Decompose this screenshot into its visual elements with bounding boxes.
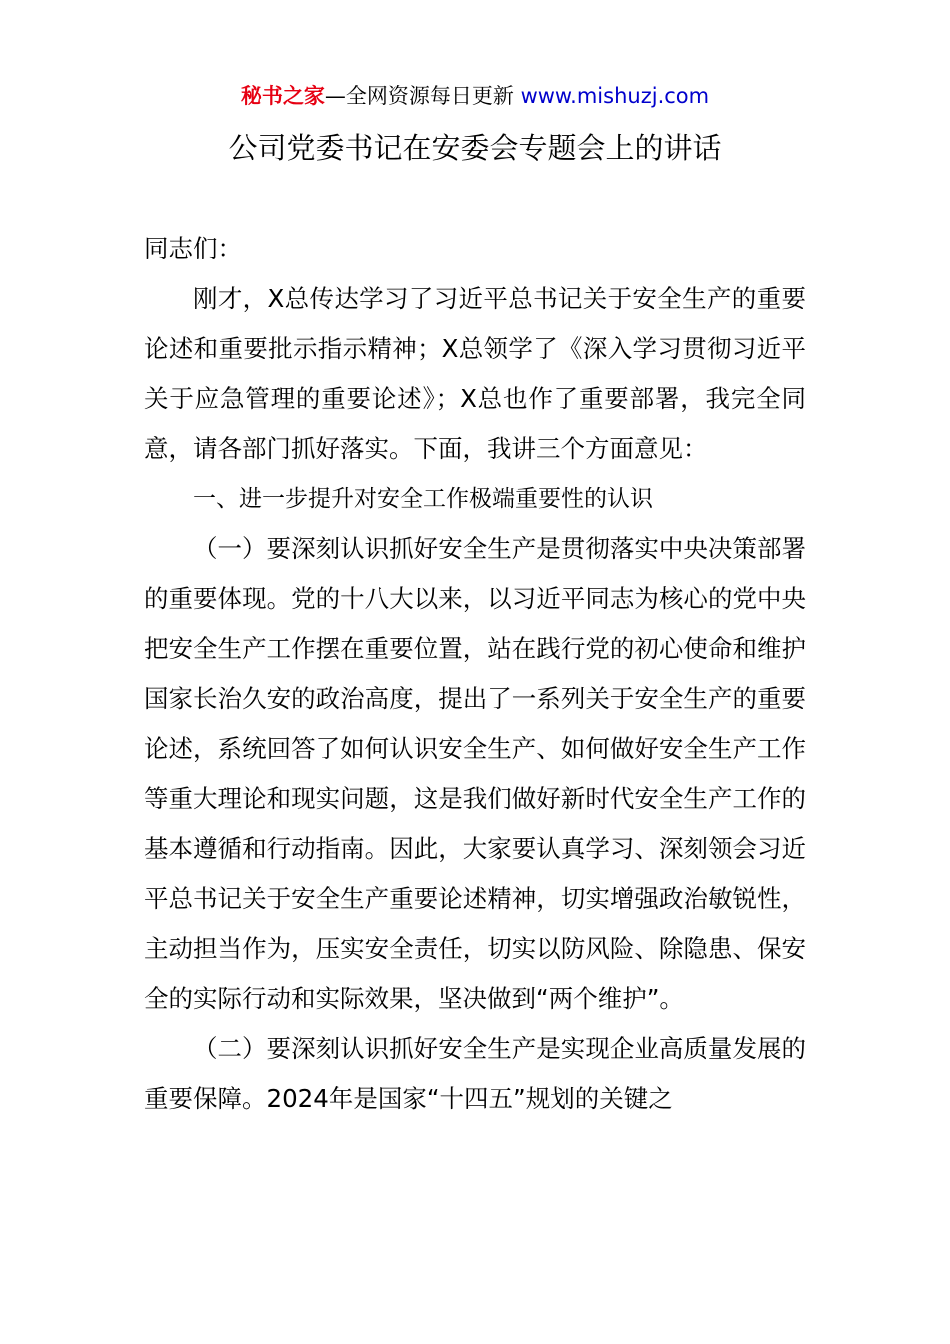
document-title: 公司党委书记在安委会专题会上的讲话 [228, 131, 722, 165]
site-header [0, 80, 950, 112]
section-heading-1: 一、进一步提升对安全工作极端重要性的认识 [193, 486, 653, 512]
site-brand: 秘书之家 [240, 84, 325, 108]
document-body [144, 224, 806, 1124]
salutation: 同志们： [144, 234, 242, 263]
site-tagline: —全网资源每日更新 [324, 84, 514, 108]
paragraph-intro: 刚才，X总传达学习了习近平总书记关于安全生产的重要论述和重要批示指示精神；X总领学了《深入学习贯彻习近平关于应急管理的重要论述》；X总也作了重要部署，我完全同意，请各部门抓好落实。下面，我讲三个方面意见： [144, 284, 806, 463]
paragraph-subsection-1: （一）要深刻认识抓好安全生产是贯彻落实中央决策部署的重要体现。党的十八大以来，以习近平同志为核心的党中央把安全生产工作摆在重要位置，站在践行党的初心使命和维护国家长治久安的政治高度，提出了一系列关于安全生产的重要论述，系统回答了如何认识安全生产、如何做好安全生产工作等重大理论和现实问题，这是我们做好新时代安全生产工作的基本遵循和行动指南。因此，大家要认真学习、深刻领会习近平总书记关于安全生产重要论述精神，切实增强政治敏锐性，主动担当作为，压实安全责任，切实以防风险、除隐患、保安全的实际行动和实际效果，坚决做到“两个维护”。 [144, 534, 806, 1013]
site-url-link[interactable]: www.mishuzj.com [513, 84, 710, 108]
paragraph-subsection-2: （二）要深刻认识抓好安全生产是实现企业高质量发展的重要保障。2024年是国家“十四五”规划的关键之 [144, 1034, 806, 1113]
